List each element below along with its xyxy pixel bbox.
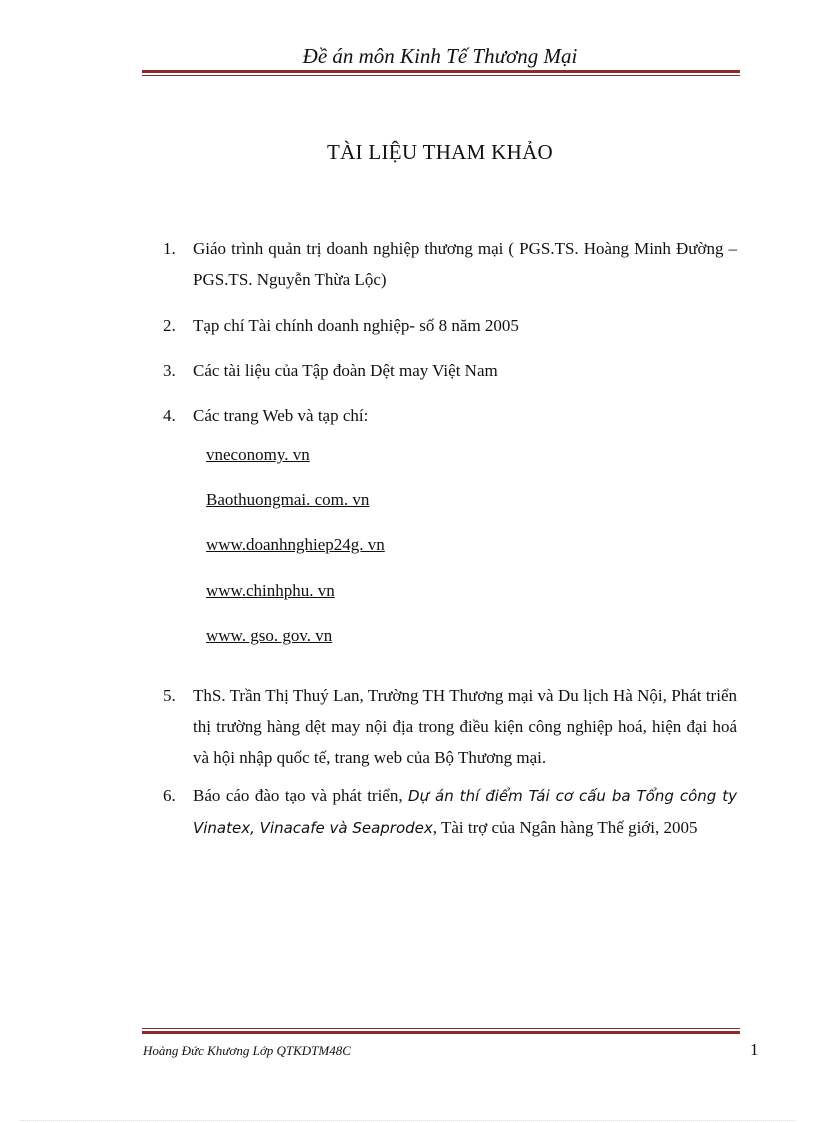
reference-item-4	[163, 400, 737, 431]
reference-item-6	[163, 780, 737, 844]
reference-number: 2.	[163, 316, 176, 335]
reference-text: Tạp chí Tài chính doanh nghiệp- số 8 năm 2005	[193, 316, 519, 335]
reference-number: 1.	[163, 239, 176, 258]
reference-text: Các tài liệu của Tập đoàn Dệt may Việt Nam	[193, 361, 498, 380]
reference-text-suffix: , Tài trợ của Ngân hàng Thế giới, 2005	[432, 818, 698, 837]
page-number: 1	[750, 1040, 759, 1059]
reference-text-prefix: Báo cáo đào tạo và phát triển,	[193, 786, 409, 805]
website-link-chinhphu[interactable]: www.chinhphu. vn	[206, 581, 335, 600]
footer-author: Hoàng Đức Khương Lớp QTKDTM48C	[143, 1043, 351, 1058]
website-link-baothuongmai[interactable]: Baothuongmai. com. vn	[206, 490, 370, 509]
website-link-doanhnghiep24g[interactable]: www.doanhnghiep24g. vn	[206, 535, 385, 554]
reference-text: Giáo trình quản trị doanh nghiệp thương mại ( PGS.TS. Hoàng Minh Đường – PGS.TS. Nguyễn Thừa Lộc)	[193, 239, 737, 289]
reference-title-italic: Dự án thí điểm Tái cơ cấu ba Tổng công ty Vinatex, Vinacafe và Seaprodex	[193, 787, 737, 837]
footer-rule	[142, 1028, 740, 1034]
website-link-gso[interactable]: www. gso. gov. vn	[206, 626, 333, 645]
reference-item-5	[163, 680, 737, 773]
page-edge-divider	[20, 1120, 796, 1121]
page-title: TÀI LIỆU THAM KHẢO	[326, 140, 554, 164]
reference-item-1	[163, 233, 737, 295]
header-rule	[142, 70, 740, 76]
reference-number: 6.	[163, 786, 176, 805]
reference-number: 3.	[163, 361, 176, 380]
reference-item-3	[163, 355, 737, 386]
reference-item-2	[163, 310, 737, 341]
website-link-vneconomy[interactable]: vneconomy. vn	[206, 445, 310, 464]
reference-text	[193, 780, 737, 844]
reference-number: 4.	[163, 406, 176, 425]
reference-number: 5.	[163, 686, 176, 705]
reference-text: Các trang Web và tạp chí:	[193, 406, 369, 425]
running-header-title: Đề án môn Kinh Tế Thương Mại	[302, 44, 578, 68]
reference-text: ThS. Trần Thị Thuý Lan, Trường TH Thương mại và Du lịch Hà Nội, Phát triển thị trường hàng dệt may nội địa trong điều kiện công nghiệp hoá, hiện đại hoá và hội nhập quốc tế, trang web của Bộ Thương mại.	[193, 686, 737, 767]
